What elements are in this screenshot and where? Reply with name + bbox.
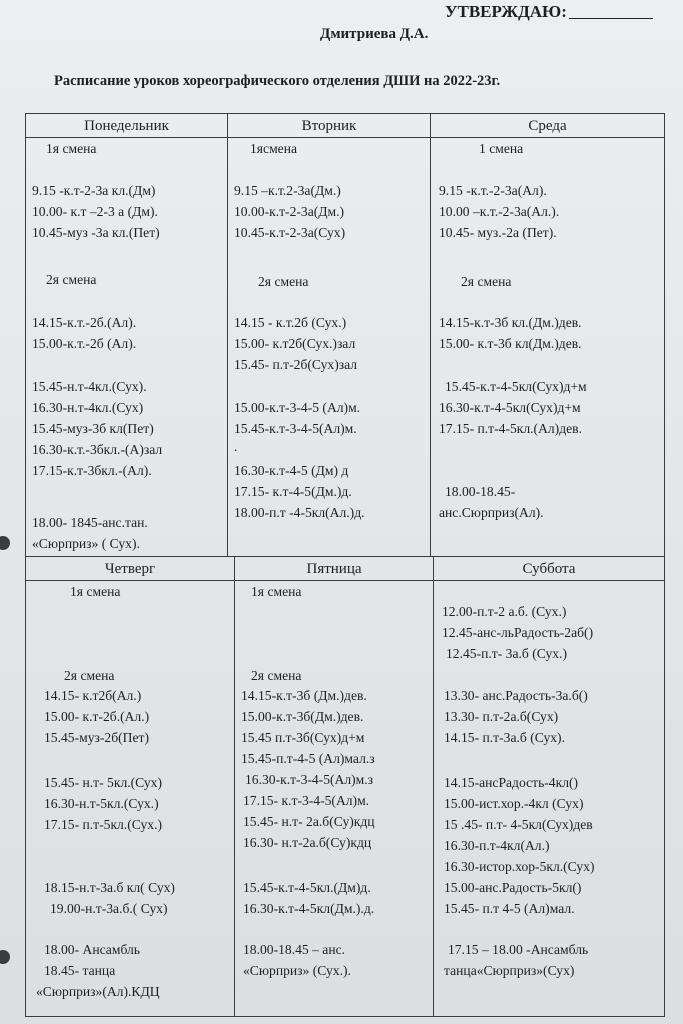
shift-label: 1я смена: [46, 141, 97, 156]
day-cell-friday: [234, 581, 433, 1017]
lesson-entry: 16.30-истор.хор-5кл.(Сух): [444, 859, 595, 874]
lesson-entry: 16.30-к.т-4-5кл(Дм.).д.: [243, 901, 375, 916]
shift-label: 1я смена: [70, 584, 121, 599]
day-header-friday: Пятница: [234, 557, 433, 581]
lesson-entry: 15.00-ист.хор.-4кл (Сух): [444, 796, 584, 811]
lesson-entry: 10.45- муз.-2а (Пет).: [439, 225, 557, 240]
lesson-entry: 14.15 - к.т.2б (Сух.): [234, 315, 347, 330]
lesson-entry: 10.45-муз -3а кл.(Пет): [32, 225, 160, 240]
lesson-entry: 15.00-к.т-3-4-5 (Ал)м.: [234, 400, 361, 415]
day-header-wednesday: Среда: [430, 114, 665, 138]
day-cell-tuesday: [227, 138, 430, 557]
day-cell-thursday: [25, 581, 234, 1017]
lesson-entry: «Сюрприз» (Сух.).: [243, 963, 351, 978]
shift-label: 2я смена: [46, 272, 97, 287]
punch-hole: [0, 950, 10, 964]
lesson-entry: 12.00-п.т-2 а.б. (Сух.): [442, 604, 567, 619]
lesson-entry: «Сюрприз»(Ал).КДЦ: [36, 984, 160, 999]
approval-block: [445, 2, 653, 22]
lesson-entry: 18.00-п.т -4-5кл(Ал.)д.: [234, 505, 365, 520]
day-header-saturday: Суббота: [433, 557, 665, 581]
shift-label: 1ясмена: [250, 141, 298, 156]
lesson-entry: 16.30-к.т.-3бкл.-(А)зал: [32, 442, 163, 457]
lesson-entry: 16.30-к.т-3-4-5(Ал)м.з: [245, 772, 374, 787]
bottom-body-row: [25, 581, 665, 1017]
lesson-entry: 15.00- к.т-3б кл(Дм.)дев.: [439, 336, 582, 351]
lesson-entry: 14.15-к.т-3б (Дм.)дев.: [241, 688, 367, 703]
lesson-entry: 14.15-к.т-3б кл.(Дм.)дев.: [439, 315, 582, 330]
lesson-entry: 13.30- анс.Радость-3а.б(): [444, 688, 588, 703]
lesson-entry: 15.45 п.т-3б(Сух)д+м: [241, 730, 365, 745]
lesson-entry: 15.00-анс.Радость-5кл(): [444, 880, 582, 895]
lesson-entry: 18.00-18.45-: [445, 484, 516, 499]
lesson-entry: 17.15 – 18.00 -Ансамбль: [448, 942, 589, 957]
day-header-tuesday: Вторник: [227, 114, 430, 138]
lesson-entry: 15.45- п.т-2б(Сух)зал: [234, 357, 358, 372]
lesson-entry: 15.45-муз-3б кл(Пет): [32, 421, 154, 436]
lesson-entry: 10.45-к.т-2-3а(Сух): [234, 225, 346, 240]
lesson-entry: 18.15-н.т-3а.б кл( Сух): [44, 880, 175, 895]
shift-label: 2я смена: [258, 274, 309, 289]
lesson-entry: 15.45-п.т-4-5 (Ал)мал.з: [241, 751, 375, 766]
lesson-entry: 15.45- н.т- 5кл.(Сух): [44, 775, 163, 790]
lesson-entry: 16.30-н.т-5кл.(Сух.): [44, 796, 159, 811]
lesson-entry: 17.15- п.т-4-5кл.(Ал)дев.: [439, 421, 582, 436]
lesson-entry: 16.30-н.т-4кл.(Сух): [32, 400, 144, 415]
top-header-row: [25, 114, 665, 138]
page-title: Расписание уроков хореографического отделения ДШИ на 2022-23г.: [54, 73, 501, 89]
lesson-entry: 14.15- к.т2б(Ал.): [44, 688, 142, 703]
lesson-entry: 10.00-к.т-2-3а(Дм.): [234, 204, 345, 219]
lesson-entry: «Сюрприз» ( Сух).: [32, 536, 140, 551]
lesson-entry: 15.45-к.т-4-5кл(Сух)д+м: [445, 379, 587, 394]
lesson-entry: 14.15-ансРадость-4кл(): [444, 775, 579, 790]
lesson-entry: 9.15 -к.т.-2-3а(Ал).: [439, 183, 547, 198]
lesson-entry: 18.00- 1845-анс.тан.: [32, 515, 148, 530]
lesson-entry: 15.45-муз-2б(Пет): [44, 730, 149, 745]
lesson-entry: 13.30- п.т-2а.б(Сух): [444, 709, 559, 724]
lesson-entry: 17.15- п.т-5кл.(Сух.): [44, 817, 163, 832]
lesson-entry: 15.45- п.т 4-5 (Ал)мал.: [444, 901, 575, 916]
day-header-monday: Понедельник: [25, 114, 227, 138]
director-name: Дмитриева Д.А.: [320, 26, 429, 42]
punch-hole: [0, 536, 10, 550]
shift-label: 2я смена: [64, 668, 115, 683]
lesson-entry: 17.15- к.т-3-4-5(Ал)м.: [243, 793, 370, 808]
lesson-entry: 15.45- н.т- 2а.б(Су)кдц: [243, 814, 375, 829]
shift-label: 2я смена: [461, 274, 512, 289]
lesson-entry: 15.00-к.т.-2б (Ал).: [32, 336, 137, 351]
lesson-entry: 15.00- к.т2б(Сух.)зал: [234, 336, 356, 351]
lesson-entry: 14.15- п.т-3а.б (Сух).: [444, 730, 565, 745]
day-cell-saturday: [433, 581, 665, 1017]
lesson-entry: 17.15- к.т-4-5(Дм.)д.: [234, 484, 352, 499]
lesson-entry: 14.15-к.т.-2б.(Ал).: [32, 315, 137, 330]
lesson-entry: 15.00-к.т-3б(Дм.)дев.: [241, 709, 364, 724]
lesson-entry: 10.00 –к.т.-2-3а(Ал.).: [439, 204, 560, 219]
schedule-table: [25, 113, 665, 1017]
bottom-header-row: [25, 557, 665, 581]
lesson-entry: 15 .45- п.т- 4-5кл(Сух)дев: [444, 817, 593, 832]
lesson-entry: 19.00-н.т-3а.б.( Сух): [50, 901, 168, 916]
day-cell-wednesday: [430, 138, 665, 557]
lesson-entry: 18.45- танца: [44, 963, 116, 978]
shift-label: 2я смена: [251, 668, 302, 683]
lesson-entry: 16.30-к.т-4-5кл(Сух)д+м: [439, 400, 581, 415]
lesson-entry: 15.45-к.т-3-4-5(Ал)м.: [234, 421, 357, 436]
lesson-entry: 15.00- к.т-2б.(Ал.): [44, 709, 150, 724]
shift-label: 1я смена: [251, 584, 302, 599]
lesson-entry: 12.45-анс-льРадость-2аб(): [442, 625, 594, 640]
lesson-entry: 17.15-к.т-3бкл.-(Ал).: [32, 463, 152, 478]
stray-mark: .: [234, 439, 238, 454]
shift-label: 1 смена: [479, 141, 524, 156]
lesson-entry: 15.45-н.т-4кл.(Сух).: [32, 379, 147, 394]
top-body-row: [25, 138, 665, 557]
day-cell-monday: [25, 138, 227, 557]
lesson-entry: 9.15 –к.т.2-3а(Дм.): [234, 183, 341, 198]
lesson-entry: 16.30-к.т-4-5 (Дм) д: [234, 463, 349, 478]
lesson-entry: 16.30- н.т-2а.б(Су)кдц: [243, 835, 372, 850]
lesson-entry: 15.45-к.т-4-5кл.(Дм)д.: [243, 880, 371, 895]
lesson-entry: 18.00- Ансамбль: [44, 942, 140, 957]
lesson-entry: 10.00- к.т –2-3 а (Дм).: [32, 204, 158, 219]
lesson-entry: танца«Сюрприз»(Сух): [444, 963, 575, 978]
lesson-entry: 9.15 -к.т-2-3а кл.(Дм): [32, 183, 156, 198]
lesson-entry: 12.45-п.т- 3а.б (Сух.): [446, 646, 567, 661]
approval-label: УТВЕРЖДАЮ:: [445, 2, 567, 21]
lesson-entry: анс.Сюрприз(Ал).: [439, 505, 544, 520]
day-header-thursday: Четверг: [25, 557, 234, 581]
lesson-entry: 16.30-п.т-4кл(Ал.): [444, 838, 550, 853]
lesson-entry: 18.00-18.45 – анс.: [243, 942, 346, 957]
signature-line: [569, 18, 653, 19]
